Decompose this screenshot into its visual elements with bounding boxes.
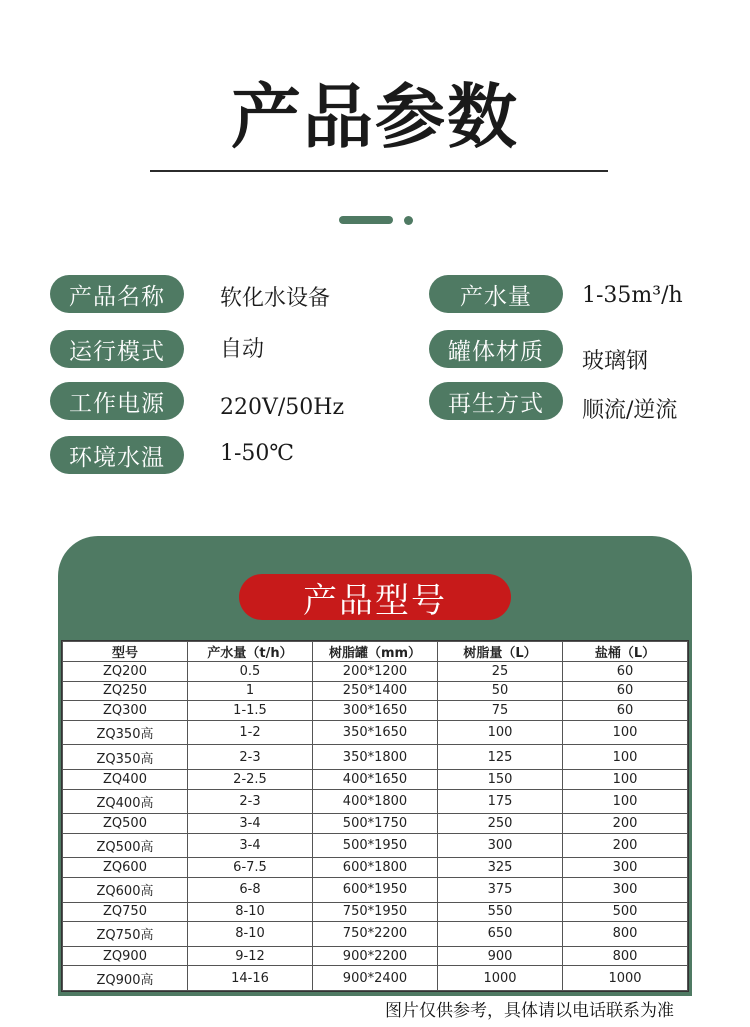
table-cell: 300 bbox=[438, 833, 563, 858]
table-cell: 900 bbox=[438, 946, 563, 966]
table-cell: 200 bbox=[563, 833, 688, 858]
table-cell: 9-12 bbox=[188, 946, 313, 966]
table-cell: 2-3 bbox=[188, 789, 313, 814]
spec-value-water-output: 1-35m³/h bbox=[582, 283, 683, 308]
table-cell: ZQ600高 bbox=[63, 878, 188, 903]
table-cell: ZQ300 bbox=[63, 701, 188, 721]
table-cell: ZQ350高 bbox=[63, 720, 188, 745]
table-cell: 60 bbox=[563, 701, 688, 721]
column-header-resin-volume: 树脂量（L） bbox=[438, 642, 563, 662]
table-cell: 400*1650 bbox=[313, 770, 438, 790]
table-cell: 350*1800 bbox=[313, 745, 438, 770]
table-cell: 800 bbox=[563, 946, 688, 966]
table-cell: 650 bbox=[438, 922, 563, 947]
column-header-model: 型号 bbox=[63, 642, 188, 662]
table-cell: 350*1650 bbox=[313, 720, 438, 745]
table-cell: 100 bbox=[563, 789, 688, 814]
table-cell: 400*1800 bbox=[313, 789, 438, 814]
spec-value-run-mode: 自动 bbox=[220, 337, 265, 362]
table-row bbox=[63, 966, 688, 991]
model-table bbox=[61, 640, 689, 992]
spec-value-water-temp: 1-50℃ bbox=[220, 441, 295, 466]
table-cell: 375 bbox=[438, 878, 563, 903]
table-cell: 6-7.5 bbox=[188, 858, 313, 878]
table-cell: 125 bbox=[438, 745, 563, 770]
table-cell: ZQ500高 bbox=[63, 833, 188, 858]
table-cell: 900*2400 bbox=[313, 966, 438, 991]
table-cell: 325 bbox=[438, 858, 563, 878]
table-cell: ZQ400高 bbox=[63, 789, 188, 814]
table-cell: ZQ750 bbox=[63, 902, 188, 922]
table-row bbox=[63, 922, 688, 947]
table-cell: 2-2.5 bbox=[188, 770, 313, 790]
table-row bbox=[63, 858, 688, 878]
table-cell: 200*1200 bbox=[313, 662, 438, 682]
table-row bbox=[63, 770, 688, 790]
table-row bbox=[63, 681, 688, 701]
table-cell: ZQ500 bbox=[63, 814, 188, 834]
spec-value-tank-material: 玻璃钢 bbox=[582, 349, 649, 374]
table-cell: 600*1800 bbox=[313, 858, 438, 878]
table-cell: 3-4 bbox=[188, 833, 313, 858]
table-cell: 300 bbox=[563, 858, 688, 878]
table-cell: 8-10 bbox=[188, 902, 313, 922]
column-header-output: 产水量（t/h） bbox=[188, 642, 313, 662]
table-cell: 250 bbox=[438, 814, 563, 834]
table-cell: 60 bbox=[563, 681, 688, 701]
table-row bbox=[63, 745, 688, 770]
title-divider bbox=[150, 170, 608, 172]
table-row bbox=[63, 789, 688, 814]
table-cell: 3-4 bbox=[188, 814, 313, 834]
table-row bbox=[63, 833, 688, 858]
table-cell: ZQ900 bbox=[63, 946, 188, 966]
table-cell: 550 bbox=[438, 902, 563, 922]
column-header-brine-tank: 盐桶（L） bbox=[563, 642, 688, 662]
spec-label-water-temp: 环境水温 bbox=[50, 436, 184, 474]
table-cell: 8-10 bbox=[188, 922, 313, 947]
spec-value-product-name: 软化水设备 bbox=[220, 286, 331, 311]
table-cell: 14-16 bbox=[188, 966, 313, 991]
table-row bbox=[63, 946, 688, 966]
spec-label-power: 工作电源 bbox=[50, 382, 184, 420]
table-cell: 750*1950 bbox=[313, 902, 438, 922]
table-cell: 1-2 bbox=[188, 720, 313, 745]
table-row bbox=[63, 814, 688, 834]
table-cell: 500*1750 bbox=[313, 814, 438, 834]
table-row bbox=[63, 720, 688, 745]
table-cell: 200 bbox=[563, 814, 688, 834]
table-cell: 300 bbox=[563, 878, 688, 903]
page-title: 产品参数 bbox=[231, 75, 519, 158]
spec-label-product-name: 产品名称 bbox=[50, 275, 184, 313]
table-cell: 600*1950 bbox=[313, 878, 438, 903]
table-row bbox=[63, 878, 688, 903]
table-cell: ZQ400 bbox=[63, 770, 188, 790]
table-cell: 100 bbox=[563, 745, 688, 770]
table-row bbox=[63, 902, 688, 922]
table-cell: ZQ750高 bbox=[63, 922, 188, 947]
table-cell: 300*1650 bbox=[313, 701, 438, 721]
table-cell: 60 bbox=[563, 662, 688, 682]
column-header-resin-tank: 树脂罐（mm） bbox=[313, 642, 438, 662]
spec-label-tank-material: 罐体材质 bbox=[429, 330, 563, 368]
disclaimer-note: 图片仅供参考，具体请以电话联系为准 bbox=[0, 996, 750, 1027]
table-cell: 1-1.5 bbox=[188, 701, 313, 721]
table-cell: 1000 bbox=[563, 966, 688, 991]
table-row bbox=[63, 701, 688, 721]
table-cell: 2-3 bbox=[188, 745, 313, 770]
table-cell: ZQ200 bbox=[63, 662, 188, 682]
table-cell: 1 bbox=[188, 681, 313, 701]
table-cell: 250*1400 bbox=[313, 681, 438, 701]
table-cell: 25 bbox=[438, 662, 563, 682]
table-cell: 900*2200 bbox=[313, 946, 438, 966]
table-cell: 150 bbox=[438, 770, 563, 790]
table-cell: 0.5 bbox=[188, 662, 313, 682]
decor-dash bbox=[339, 216, 393, 224]
table-cell: ZQ600 bbox=[63, 858, 188, 878]
spec-label-water-output: 产水量 bbox=[429, 275, 563, 313]
table-cell: ZQ900高 bbox=[63, 966, 188, 991]
table-header-row bbox=[63, 642, 688, 662]
table-cell: 175 bbox=[438, 789, 563, 814]
table-cell: 100 bbox=[563, 770, 688, 790]
table-row bbox=[63, 662, 688, 682]
table-cell: 1000 bbox=[438, 966, 563, 991]
spec-value-regeneration: 顺流/逆流 bbox=[582, 398, 678, 423]
table-cell: 75 bbox=[438, 701, 563, 721]
table-cell: ZQ350高 bbox=[63, 745, 188, 770]
table-cell: 500*1950 bbox=[313, 833, 438, 858]
table-cell: 6-8 bbox=[188, 878, 313, 903]
decor-dot bbox=[404, 216, 413, 225]
spec-label-run-mode: 运行模式 bbox=[50, 330, 184, 368]
spec-label-regeneration: 再生方式 bbox=[429, 382, 563, 420]
model-section-title: 产品型号 bbox=[239, 574, 511, 620]
spec-value-power: 220V/50Hz bbox=[220, 395, 345, 420]
table-cell: 50 bbox=[438, 681, 563, 701]
table-cell: ZQ250 bbox=[63, 681, 188, 701]
table-cell: 100 bbox=[563, 720, 688, 745]
table-cell: 750*2200 bbox=[313, 922, 438, 947]
table-cell: 100 bbox=[438, 720, 563, 745]
table-cell: 800 bbox=[563, 922, 688, 947]
table-cell: 500 bbox=[563, 902, 688, 922]
